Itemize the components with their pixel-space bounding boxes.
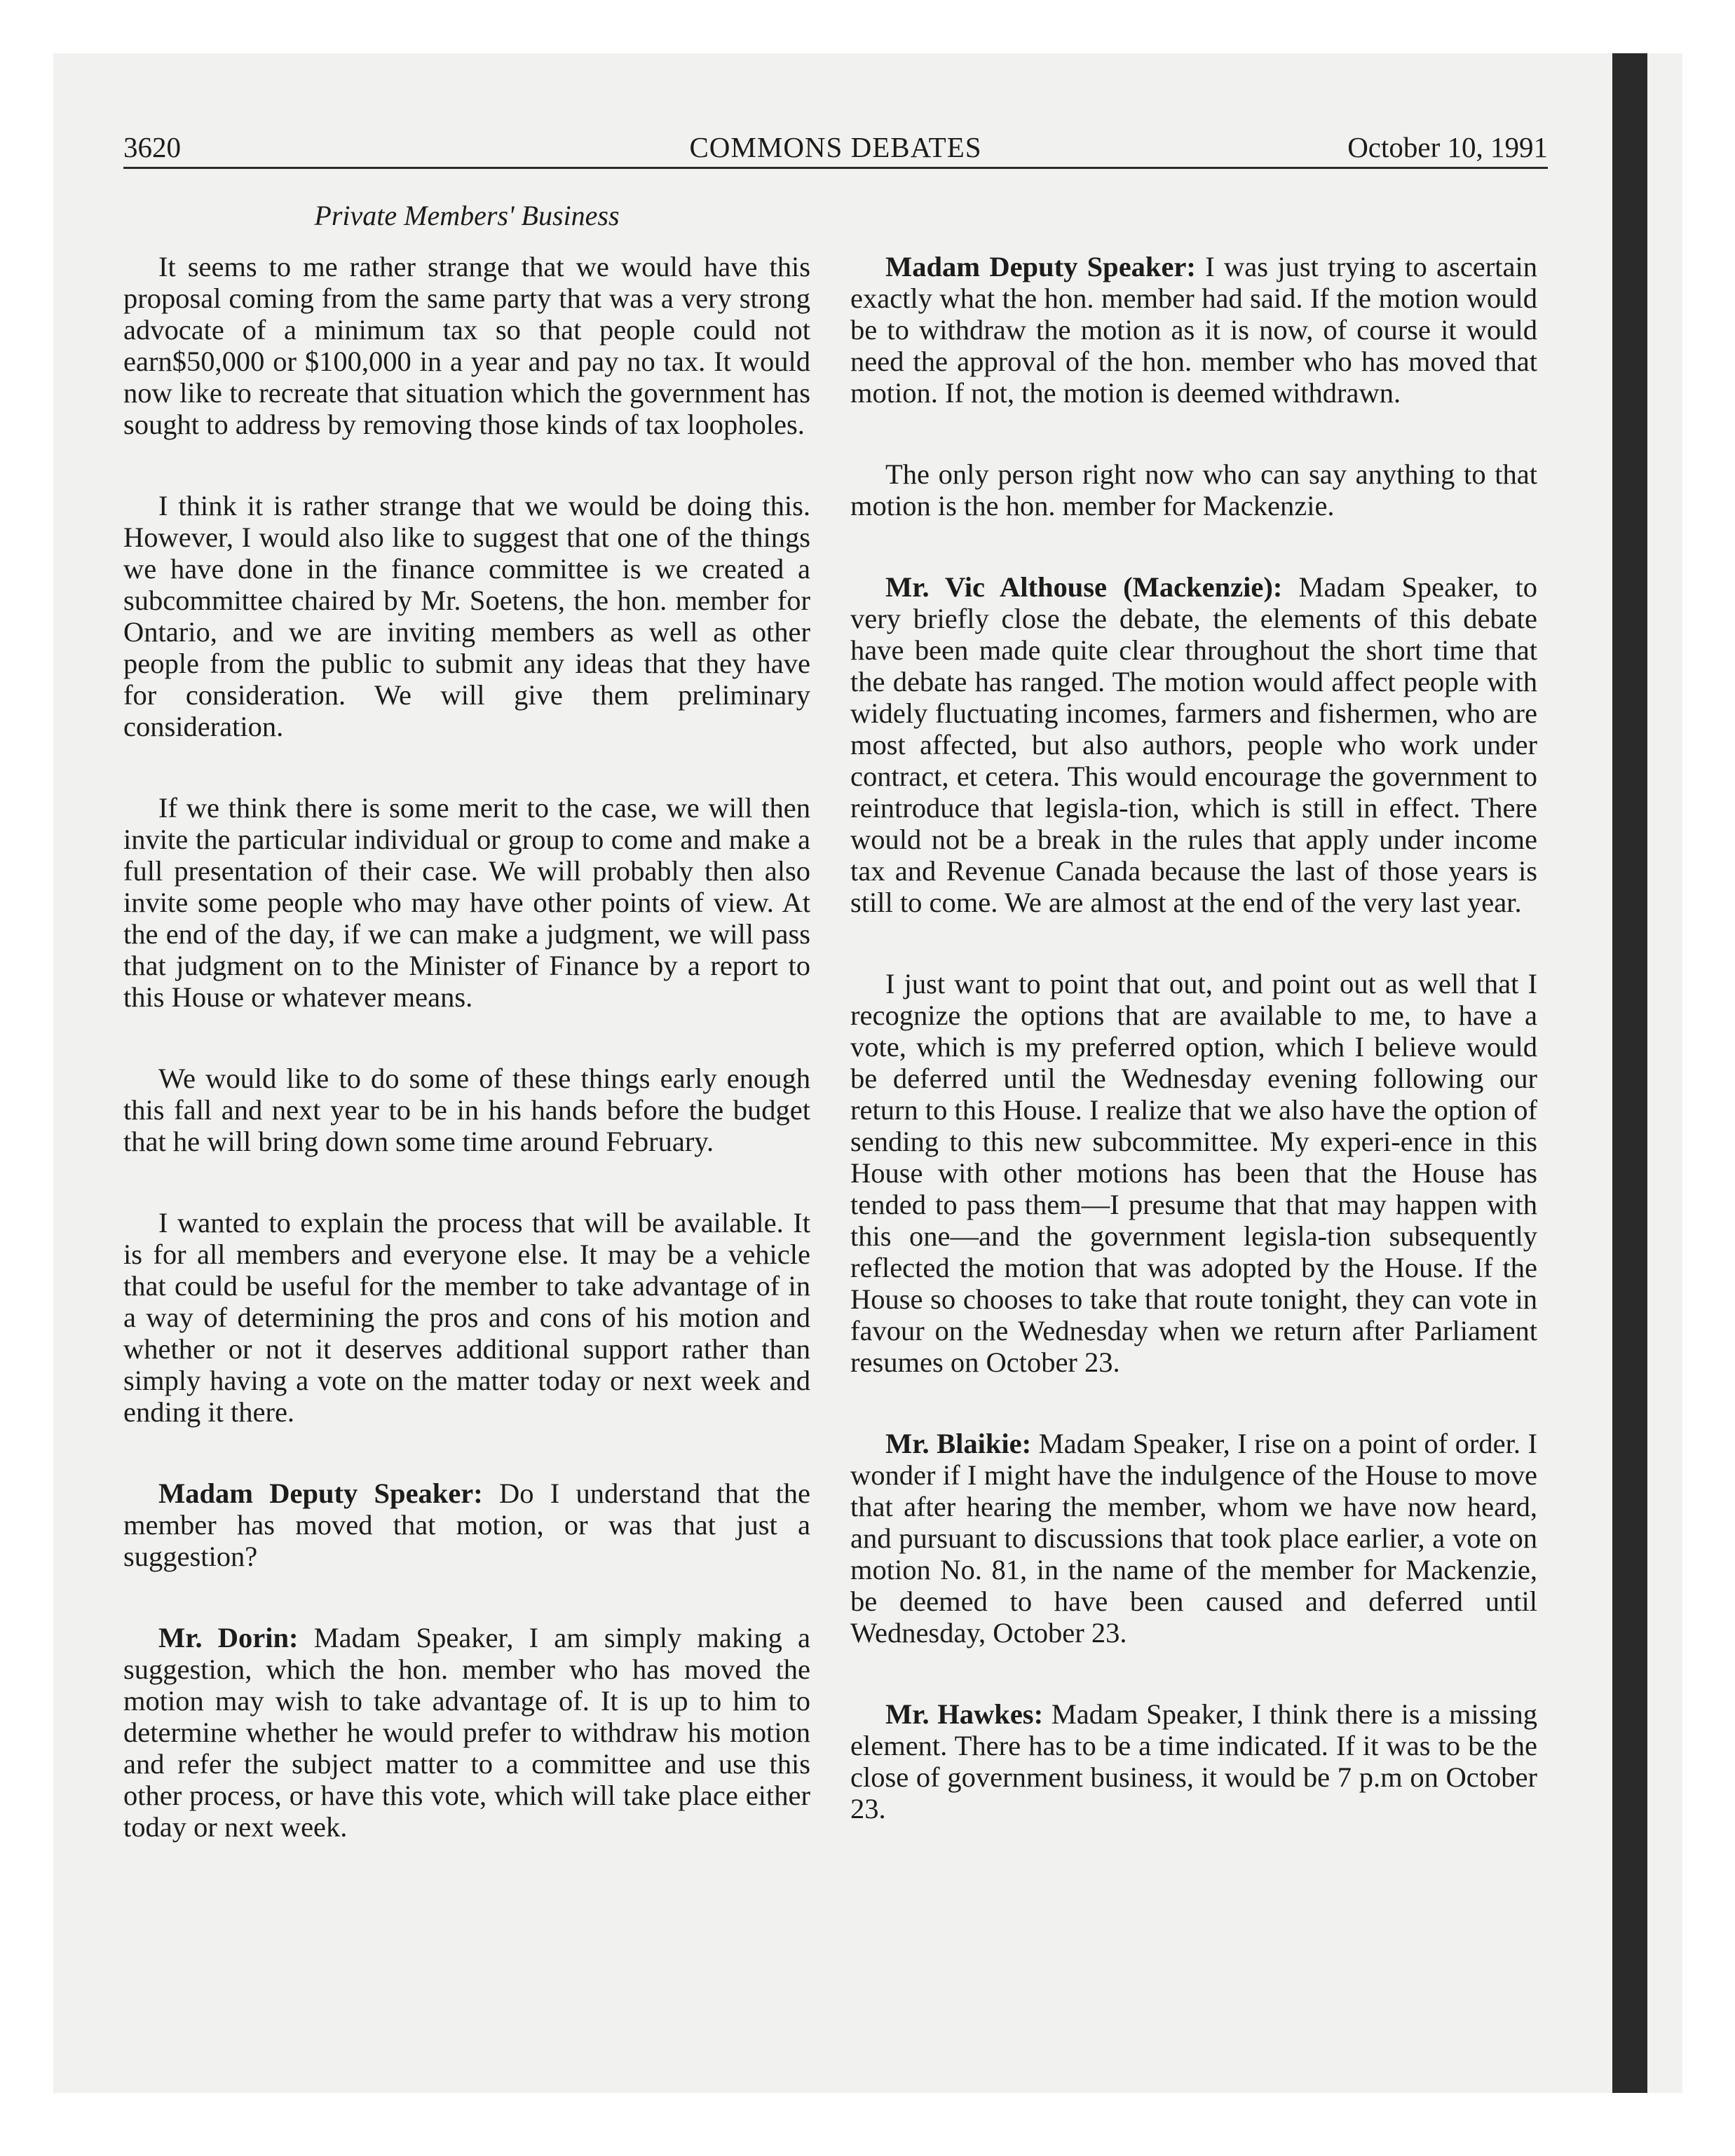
paragraph-text: We would like to do some of these things early enough this fall and next year to be in his hands before the budget that he will bring down some time around February. [123,1063,810,1157]
speaker-name: Madam Deputy Speaker: [158,1478,500,1509]
section-heading: Private Members' Business [314,200,620,231]
paragraph [850,458,1537,521]
speaker-name: Mr. Vic Althouse (Mackenzie): [885,571,1299,603]
paragraph [123,251,810,440]
paragraph-text: I just want to point that out, and point out as well that I recognize the options that are available to me, to have a vote, which is my preferred option, which I believe would be deferred until the Wednesday evening following our return to this House. I realize that we also have the option of sending to this new subcommittee. My experi-ence in this House with other motions has been that the House has tended to pass them—I presume that that may happen with this one—and the government legisla-tion subsequently reflected the motion that was adopted by the House. If the House so chooses to take that route tonight, they can vote in favour on the Wednesday when we return after Parliament resumes on October 23. [850,968,1537,1378]
paragraph [123,1207,810,1428]
paragraph [123,490,810,742]
paragraph-text: Madam Speaker, to very briefly close the debate, the elements of this debate have been made quite clear throughout the short time that the debate has ranged. The motion would affect people with widely fluctuating incomes, farmers and fishermen, who are most affected, but also authors, people who work under contract, et cetera. This would encourage the government to reintroduce that legisla-tion, which is still in effect. There would not be a break in the rules that apply under income tax and Revenue Canada because the last of those years is still to come. We are almost at the end of the very last year. [850,571,1537,918]
paragraph-text: I think it is rather strange that we would be doing this. However, I would also like to suggest that one of the things we have done in the finance committee is we created a subcommittee chaired by Mr. Soetens, the hon. member for Ontario, and we are inviting members as well as other people from the public to submit any ideas that they have for consideration. We will give them preliminary consideration. [123,490,810,742]
paragraph [850,251,1537,409]
speaker-name: Mr. Dorin: [158,1622,314,1653]
paragraph-text: Madam Speaker, I rise on a point of order. I wonder if I might have the indulgence of the House to move that after hearing the member, whom we have now heard, and pursuant to discussions that took place earlier, a vote on motion No. 81, in the name of the member for Mackenzie, be deemed to have been caused and deferred until Wednesday, October 23. [850,1428,1537,1649]
paragraph-text: Do I understand that the member has moved that motion, or was that just a suggestion? [123,1478,810,1572]
paragraph [850,1428,1537,1649]
paragraph [123,1063,810,1157]
paragraph [850,968,1537,1378]
speaker-name: Mr. Hawkes: [885,1698,1052,1730]
right-column [850,251,1537,1874]
publication-date: October 10, 1991 [1347,131,1548,163]
paragraph-text: I was just trying to ascertain exactly what the hon. member had said. If the motion would be to withdraw the motion as it is now, of course it would need the approval of the hon. member who has moved that motion. If not, the motion is deemed withdrawn. [850,251,1537,409]
speaker-name: Mr. Blaikie: [885,1428,1039,1459]
paragraph [123,1622,810,1843]
paragraph-text: I wanted to explain the process that will be available. It is for all members and everyone else. It may be a vehicle that could be useful for the member to take advantage of in a way of determining the pros and cons of his motion and whether or not it deserves additional support rather than simply having a vote on the matter today or next week and ending it there. [123,1207,810,1428]
left-column [123,251,810,1892]
paragraph [850,571,1537,918]
paragraph [850,1698,1537,1824]
paragraph-text: The only person right now who can say anything to that motion is the hon. member for Mackenzie. [850,458,1537,521]
paragraph-text: It seems to me rather strange that we would have this proposal coming from the same party that was a very strong advocate of a minimum tax so that people could not earn$50,000 or $100,000 in a year and pay no tax. It would now like to recreate that situation which the government has sought to address by removing those kinds of tax loopholes. [123,251,810,440]
journal-title: COMMONS DEBATES [689,131,982,163]
paragraph [123,1478,810,1572]
paragraph [123,792,810,1013]
scan-edge-shadow [1612,53,1647,2093]
page-number: 3620 [123,131,181,163]
paragraph-text: If we think there is some merit to the case, we will then invite the particular individual or group to come and make a full presentation of their case. We will probably then also invite some people who may have other points of view. At the end of the day, if we can make a judgment, we will pass that judgment on to the Minister of Finance by a report to this House or whatever means. [123,792,810,1013]
paragraph-text: Madam Speaker, I think there is a missing element. There has to be a time indicated. If it was to be the close of government business, it would be 7 p.m on October 23. [850,1698,1538,1824]
page-header [123,128,1548,169]
speaker-name: Madam Deputy Speaker: [885,251,1206,282]
paragraph-text: Madam Speaker, I am simply making a suggestion, which the hon. member who has moved the motion may wish to take advantage of. It is up to him to determine whether he would prefer to withdraw his motion and refer the subject matter to a committee and use this other process, or have this vote, which will take place either today or next week. [123,1622,810,1843]
